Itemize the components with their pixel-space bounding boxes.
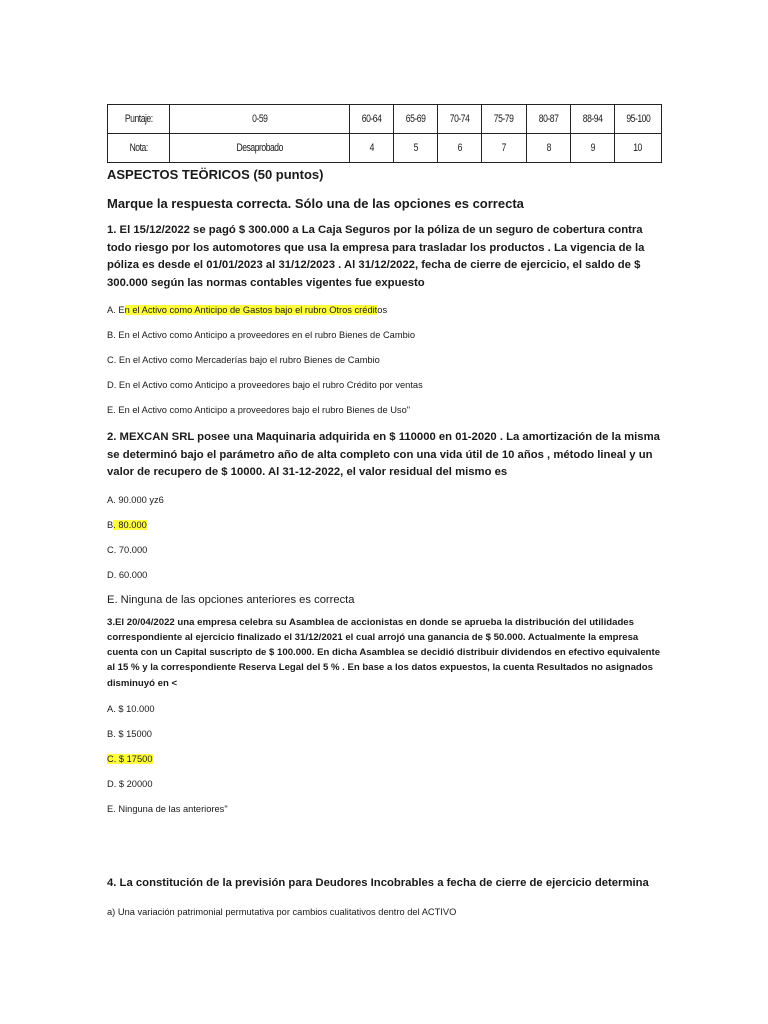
grade-cell: 5 bbox=[394, 134, 438, 163]
question-4: 4. La constitución de la previsión para Deudores Incobrables a fecha de cierre de ejercicio determina bbox=[107, 876, 649, 889]
score-cell: 70-74 bbox=[438, 105, 482, 134]
question-2: 2. MEXCAN SRL posee una Maquinaria adquirida en $ 110000 en 01-2020 . La amortización de la misma se determinó bajo el parámetro año de alta completo con una vida útil de 10 años , método lineal y un valor de recupero de $ 10000. Al 31-12-2022, el valor residual del mismo es bbox=[107, 431, 660, 478]
q1-option-b[interactable]: B. En el Activo como Anticipo a proveedores en el rubro Bienes de Cambio bbox=[107, 330, 416, 340]
grade-cell: 9 bbox=[571, 134, 615, 163]
q2-option-c[interactable]: C. 70.000 bbox=[107, 544, 148, 555]
section-title: ASPECTOS TEÖRICOS (50 puntos) bbox=[107, 167, 324, 182]
grade-cell: 7 bbox=[482, 134, 527, 163]
q3-option-c[interactable] bbox=[107, 752, 667, 766]
answer-highlight: n el Activo como Anticipo de Gastos bajo el rubro Otros crédit bbox=[124, 305, 378, 315]
q3-option-b[interactable]: B. $ 15000 bbox=[107, 728, 152, 739]
grade-cell: 8 bbox=[527, 134, 571, 163]
exam-content bbox=[107, 166, 667, 919]
grade-cell: 4 bbox=[350, 134, 394, 163]
q3-option-d[interactable]: D. $ 20000 bbox=[107, 778, 153, 789]
question-3: 3.El 20/04/2022 una empresa celebra su Asamblea de accionistas en donde se aprueba la distribución del utilidades correspondiente al ejercicio finalizado el 31/12/2021 el cual arrojó una ganancia de $ 50.000. Actualmente la empresa cuenta con un Capital suscripto de $ 100.000. En dicha Asamblea se decidió distribuir dividendos en efectivo equivalente al 15 % y la correspondiente Reserva Legal del 5 % . En base a los datos expuestos, la cuenta Resultados no asignados disminuyó en < bbox=[107, 616, 661, 689]
q3-option-e[interactable]: E. Ninguna de las anteriores" bbox=[107, 803, 228, 814]
q1-option-d[interactable]: D. En el Activo como Anticipo a proveedores bajo el rubro Crédito por ventas bbox=[107, 380, 423, 390]
grade-scale-table bbox=[107, 104, 662, 163]
score-label: Puntaje: bbox=[108, 105, 170, 134]
q4-option-a[interactable]: a) Una variación patrimonial permutativa por cambios cualitativos dentro del ACTIVO bbox=[107, 907, 457, 918]
q2-option-e[interactable]: E. Ninguna de las opciones anteriores es correcta bbox=[107, 593, 355, 606]
q2-option-d[interactable]: D. 60.000 bbox=[107, 569, 148, 580]
q3-option-a[interactable]: A. $ 10.000 bbox=[107, 703, 155, 714]
grade-cell: 6 bbox=[438, 134, 482, 163]
answer-highlight: . 80.000 bbox=[113, 519, 147, 530]
instruction: Marque la respuesta correcta. Sólo una de las opciones es correcta bbox=[107, 196, 524, 211]
grade-cell: Desaprobado bbox=[170, 134, 350, 163]
score-cell: 0-59 bbox=[170, 105, 350, 134]
q2-option-a[interactable]: A. 90.000 yz6 bbox=[107, 494, 164, 505]
grade-cell: 10 bbox=[615, 134, 662, 163]
answer-highlight: C. $ 17500 bbox=[107, 753, 153, 764]
score-cell: 88-94 bbox=[571, 105, 615, 134]
grade-row bbox=[108, 134, 662, 163]
q2-option-b[interactable]: B. 80.000 bbox=[107, 519, 147, 530]
question-1: 1. El 15/12/2022 se pagó $ 300.000 a La Caja Seguros por la póliza de un seguro de cobertura contra todo riesgo por los automotores que usa la empresa para trasladar los productos . La vigencia de la póliza es desde el 01/01/2023 al 31/12/2023 . Al 31/12/2022, fecha de cierre de ejercicio, el saldo de $ 300.000 según las normas contables vigentes fue expuesto bbox=[107, 224, 645, 289]
score-cell: 80-87 bbox=[527, 105, 571, 134]
score-row bbox=[108, 105, 662, 134]
score-cell: 75-79 bbox=[482, 105, 527, 134]
q1-option-c[interactable]: C. En el Activo como Mercaderías bajo el rubro Bienes de Cambio bbox=[107, 355, 380, 365]
score-cell: 60-64 bbox=[350, 105, 394, 134]
score-cell: 95-100 bbox=[615, 105, 662, 134]
score-cell: 65-69 bbox=[394, 105, 438, 134]
q1-option-a[interactable]: A. En el Activo como Anticipo de Gastos bajo el rubro Otros créditos bbox=[107, 305, 388, 315]
grade-label: Nota: bbox=[108, 134, 170, 163]
q1-option-e[interactable]: E. En el Activo como Anticipo a proveedores bajo el rubro Bienes de Uso" bbox=[107, 405, 411, 415]
